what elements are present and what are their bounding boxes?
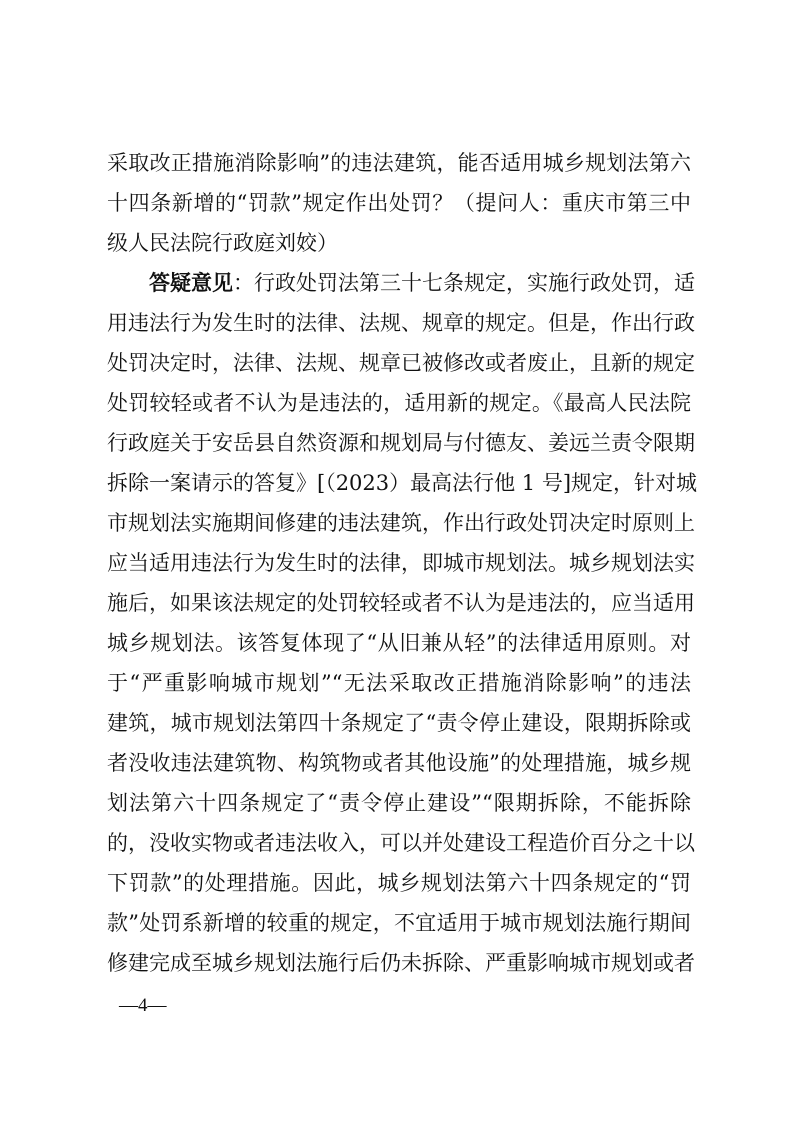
paragraph-line: 建筑，城市规划法第四十条规定了“责令停止建设，限期拆除或 xyxy=(107,711,691,735)
paragraph-line: 市规划法实施期间修建的违法建筑，作出行政处罚决定时原则上 xyxy=(107,511,695,535)
paragraph-line: 应当适用违法行为发生时的法律，即城市规划法。城乡规划法实 xyxy=(107,551,695,575)
paragraph-line: 十四条新增的“罚款”规定作出处罚？（提问人：重庆市第三中 xyxy=(107,191,691,215)
paragraph-line: 城乡规划法。该答复体现了“从旧兼从轻”的法律适用原则。对 xyxy=(107,631,691,655)
paragraph-line: 拆除一案请示的答复》[（2023）最高法行他 1 号]规定，针对城 xyxy=(107,471,698,495)
paragraph-line: 处罚决定时，法律、法规、规章已被修改或者废止，且新的规定 xyxy=(107,351,695,375)
page-number: —4— xyxy=(119,995,167,1016)
paragraph-line: 施后，如果该法规定的处罚较轻或者不认为是违法的，应当适用 xyxy=(107,591,695,615)
answer-heading: 答疑意见 xyxy=(149,270,233,295)
paragraph-line: 修建完成至城乡规划法施行后仍未拆除、严重影响城市规划或者 xyxy=(107,951,695,975)
answer-first-line xyxy=(107,263,695,303)
paragraph-line: 用违法行为发生时的法律、法规、规章的规定。但是，作出行政 xyxy=(107,311,695,335)
document-body xyxy=(107,143,698,983)
paragraph-line: 下罚款”的处理措施。因此，城乡规划法第六十四条规定的“罚 xyxy=(107,871,691,895)
paragraph-line: 的，没收实物或者违法收入，可以并处建设工程造价百分之十以 xyxy=(107,831,695,855)
paragraph-line: 采取改正措施消除影响”的违法建筑，能否适用城乡规划法第六 xyxy=(107,151,691,175)
paragraph-line: 款”处罚系新增的较重的规定，不宜适用于城市规划法施行期间 xyxy=(107,911,691,935)
paragraph-line: 级人民法院行政庭刘姣） xyxy=(107,231,338,255)
answer-first-line-text: ：行政处罚法第三十七条规定，实施行政处罚，适 xyxy=(233,271,695,295)
paragraph-line: 划法第六十四条规定了“责令停止建设”“限期拆除，不能拆除 xyxy=(107,791,691,815)
paragraph-line: 于“严重影响城市规划”“无法采取改正措施消除影响”的违法 xyxy=(107,671,691,695)
paragraph-line: 处罚较轻或者不认为是违法的，适用新的规定。《最高人民法院 xyxy=(107,391,691,415)
paragraph-line: 者没收违法建筑物、构筑物或者其他设施”的处理措施，城乡规 xyxy=(107,751,691,775)
paragraph-line: 行政庭关于安岳县自然资源和规划局与付德友、姜远兰责令限期 xyxy=(107,431,695,455)
